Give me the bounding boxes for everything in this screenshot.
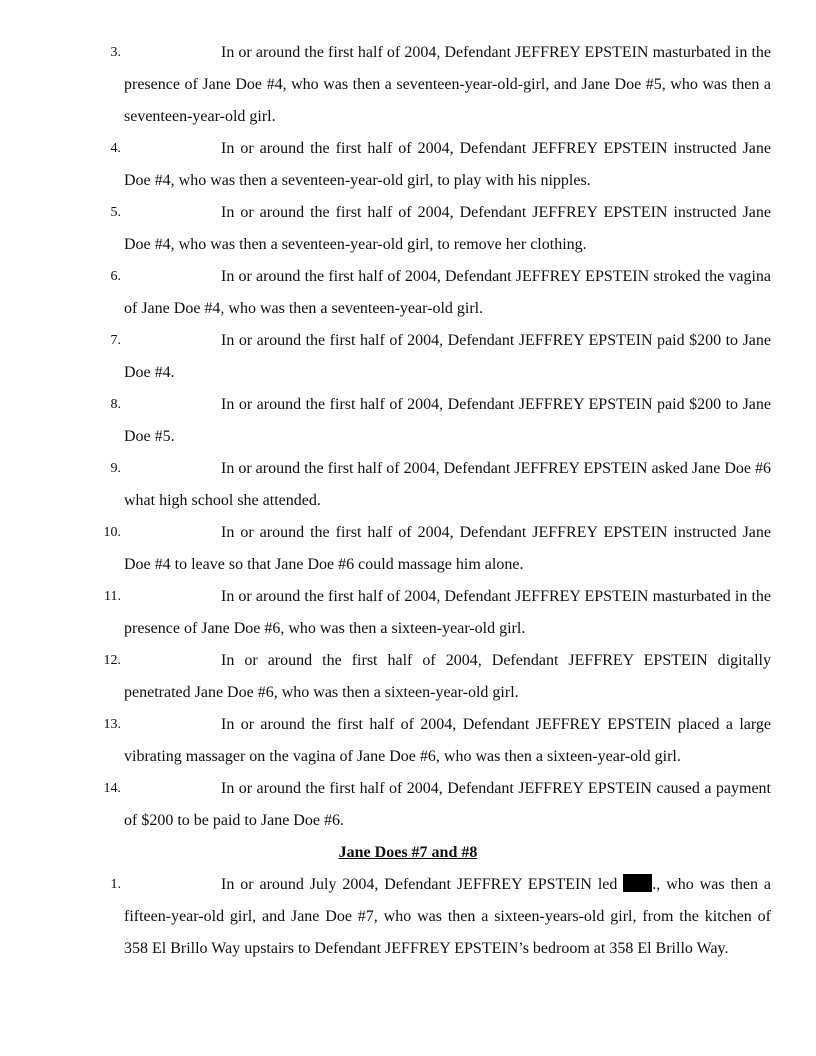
section-heading: Jane Does #7 and #8 — [338, 844, 478, 861]
paragraph-text: In or around the first half of 2004, Defendant JEFFREY EPSTEIN digitally penetrated Jane Doe #6, who was then a sixteen-year-old girl. — [124, 652, 771, 701]
paragraph-number: 10. — [103, 525, 121, 540]
text-before-redaction: In or around July 2004, Defendant JEFFREY EPSTEIN led — [221, 876, 624, 893]
paragraph-text: In or around the first half of 2004, Defendant JEFFREY EPSTEIN instructed Jane Doe #4, who was then a seventeen-year-old girl, to play with his nipples. — [124, 140, 771, 189]
paragraph-text — [124, 869, 771, 965]
paragraph-number: 9. — [110, 461, 121, 476]
redaction-box — [623, 874, 652, 892]
paragraph-number: 7. — [110, 333, 121, 348]
paragraph-text: In or around the first half of 2004, Defendant JEFFREY EPSTEIN masturbated in the presence of Jane Doe #4, who was then a seventeen-year-old-girl, and Jane Doe #5, who was then a seventeen-year-old girl. — [124, 44, 771, 125]
paragraph-number: 12. — [103, 653, 121, 668]
paragraph-text: In or around the first half of 2004, Defendant JEFFREY EPSTEIN placed a large vibrating massager on the vagina of Jane Doe #6, who was then a sixteen-year-old girl. — [124, 716, 771, 765]
text-after-redaction: ., who was then a fifteen-year-old girl, and Jane Doe #7, who was then a sixteen-years-old girl, from the kitchen of 358 El Brillo Way upstairs to Defendant JEFFREY EPSTEIN’s bedroom at 358 El Brillo Way. — [124, 876, 772, 957]
paragraph-number: 4. — [110, 141, 121, 156]
paragraph-number: 11. — [104, 589, 121, 604]
paragraph-number: 5. — [110, 205, 121, 220]
paragraph-text: In or around the first half of 2004, Defendant JEFFREY EPSTEIN instructed Jane Doe #4, who was then a seventeen-year-old girl, to remove her clothing. — [124, 204, 771, 253]
paragraph-text: In or around the first half of 2004, Defendant JEFFREY EPSTEIN masturbated in the presence of Jane Doe #6, who was then a sixteen-year-old girl. — [124, 588, 771, 637]
paragraph-text: In or around the first half of 2004, Defendant JEFFREY EPSTEIN stroked the vagina of Jane Doe #4, who was then a seventeen-year-old girl. — [124, 268, 771, 317]
paragraph-number: 8. — [110, 397, 121, 412]
paragraph-number: 1. — [110, 877, 121, 892]
paragraph-text: In or around the first half of 2004, Defendant JEFFREY EPSTEIN paid $200 to Jane Doe #5. — [124, 396, 771, 445]
paragraph-text: In or around the first half of 2004, Defendant JEFFREY EPSTEIN paid $200 to Jane Doe #4. — [124, 332, 771, 381]
paragraph-number: 14. — [103, 781, 121, 796]
paragraph-text: In or around the first half of 2004, Defendant JEFFREY EPSTEIN caused a payment of $200 to be paid to Jane Doe #6. — [124, 780, 771, 829]
paragraph-text: In or around the first half of 2004, Defendant JEFFREY EPSTEIN asked Jane Doe #6 what high school she attended. — [124, 460, 771, 509]
paragraph-number: 6. — [110, 269, 121, 284]
paragraph-text: In or around the first half of 2004, Defendant JEFFREY EPSTEIN instructed Jane Doe #4 to leave so that Jane Doe #6 could massage him alone. — [124, 524, 771, 573]
paragraph-number: 3. — [110, 45, 121, 60]
paragraph-number: 13. — [103, 717, 121, 732]
